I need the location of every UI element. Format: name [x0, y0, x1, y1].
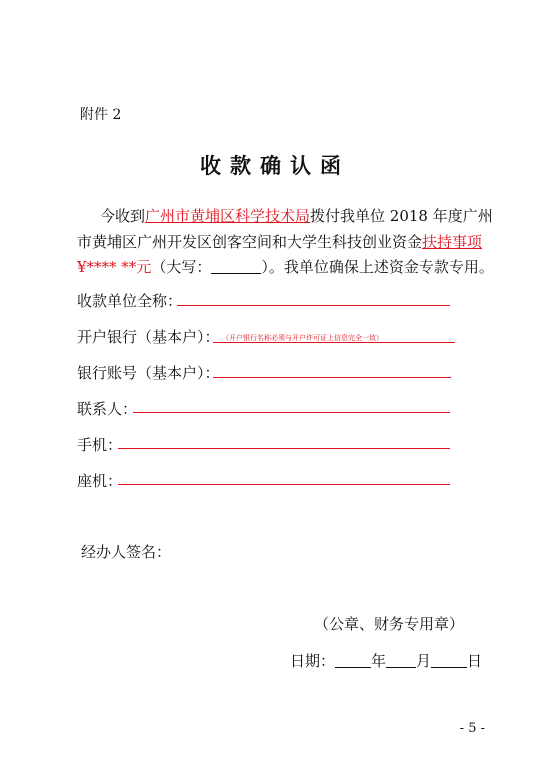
bank-label: 开户银行（基本户）：: [77, 328, 220, 346]
phone-label: 座机：: [77, 472, 123, 490]
mobile-label: 手机：: [77, 436, 123, 454]
body-line-2: [77, 230, 482, 254]
amount-value: ¥**** **元: [77, 258, 152, 276]
handler-signature-label: 经办人签名：: [81, 543, 172, 561]
body-line-3: [77, 255, 494, 279]
capital-amount-blank[interactable]: [211, 257, 261, 274]
support-item: 扶持事项: [422, 233, 483, 251]
payee-name-field[interactable]: [177, 305, 450, 306]
payer-name: 广州市黄埔区科学技术局: [145, 207, 311, 225]
body-line2-prefix: 市黄埔区广州开发区创客空间和大学生科技创业资金: [77, 233, 423, 251]
body-line1-prefix: 今收到: [100, 207, 146, 225]
date-year-label: 年: [371, 652, 387, 670]
phone-field[interactable]: [118, 484, 450, 485]
date-day-label: 日: [467, 652, 483, 670]
document-title: 收款确认函: [200, 153, 350, 178]
bank-hint: （开户银行名称必须与开户许可证上信息完全一致）: [222, 334, 383, 342]
date-line: [290, 650, 482, 671]
contact-label: 联系人：: [77, 400, 138, 418]
seal-label: （公章、财务专用章）: [314, 615, 465, 633]
bank-field[interactable]: [213, 342, 455, 343]
date-day-field[interactable]: [431, 653, 467, 668]
page-number: - 5 -: [459, 721, 485, 736]
date-month-field[interactable]: [386, 653, 416, 668]
capital-label: （大写：: [151, 258, 212, 276]
date-year-field[interactable]: [335, 653, 371, 668]
date-month-label: 月: [416, 652, 432, 670]
mobile-field[interactable]: [118, 448, 450, 449]
body-line3-suffix: ）。我单位确保上述资金专款专用。: [261, 258, 494, 276]
payee-name-label: 收款单位全称：: [77, 292, 183, 310]
attachment-label: 附件 2: [80, 107, 122, 123]
date-label: 日期：: [290, 652, 336, 670]
account-label: 银行账号（基本户）：: [77, 364, 220, 382]
body-line-1: [100, 204, 493, 228]
body-line1-mid: 拨付我单位 2018 年度广州: [310, 207, 493, 225]
account-field[interactable]: [213, 377, 451, 378]
contact-field[interactable]: [133, 412, 450, 413]
